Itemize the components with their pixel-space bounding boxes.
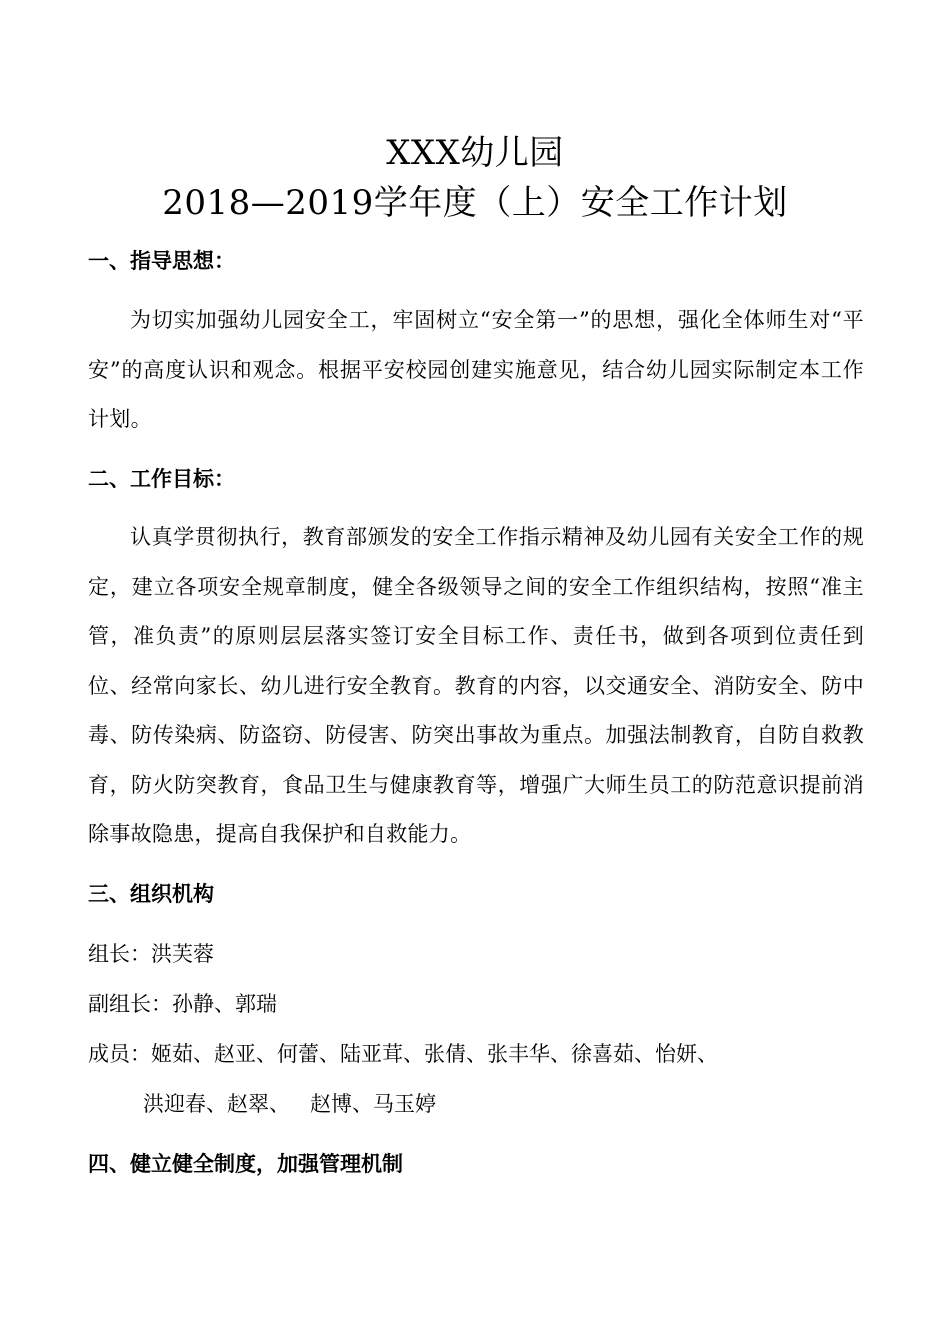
document-title-school: XXX幼儿园 — [386, 133, 564, 173]
section-heading-guiding-ideology: 一、指导思想： — [88, 249, 235, 273]
organization-members-line: 成员：姬茹、赵亚、何蕾、陆亚茸、张倩、张丰华、徐喜茹、怡妍、 — [88, 1042, 718, 1066]
organization-deputy-leader-line: 副组长：孙静、郭瑞 — [88, 992, 277, 1016]
section-heading-work-goals: 二、工作目标： — [88, 467, 235, 491]
organization-members-continued-line: 洪迎春、赵翠、 赵博、马玉婷 — [143, 1092, 437, 1116]
section-paragraph-guiding-ideology: 为切实加强幼儿园安全工，牢固树立“安全第一”的思想，强化全体师生对“平安”的高度认识和观念。根据平安校园创建实施意见，结合幼儿园实际制定本工作计划。 — [88, 308, 864, 431]
organization-leader-line: 组长：洪芙蓉 — [88, 942, 214, 966]
document-title-plan: 2018—2019学年度（上）安全工作计划 — [162, 183, 788, 223]
section-heading-organization: 三、组织机构 — [88, 882, 214, 906]
section-heading-management-system: 四、健立健全制度，加强管理机制 — [88, 1152, 403, 1176]
section-paragraph-work-goals: 认真学贯彻执行，教育部颁发的安全工作指示精神及幼儿园有关安全工作的规定，建立各项安全规章制度，健全各级领导之间的安全工作组织结构，按照“准主管，准负责”的原则层层落实签订安全目标工作、责任书，做到各项到位责任到位、经常向家长、幼儿进行安全教育。教育的内容，以交通安全、消防安全、防中毒、防传染病、防盗窃、防侵害、防突出事故为重点。加强法制教育，自防自救教育，防火防突教育，食品卫生与健康教育等，增强广大师生员工的防范意识提前消除事故隐患，提高自我保护和自救能力。 — [88, 525, 864, 846]
